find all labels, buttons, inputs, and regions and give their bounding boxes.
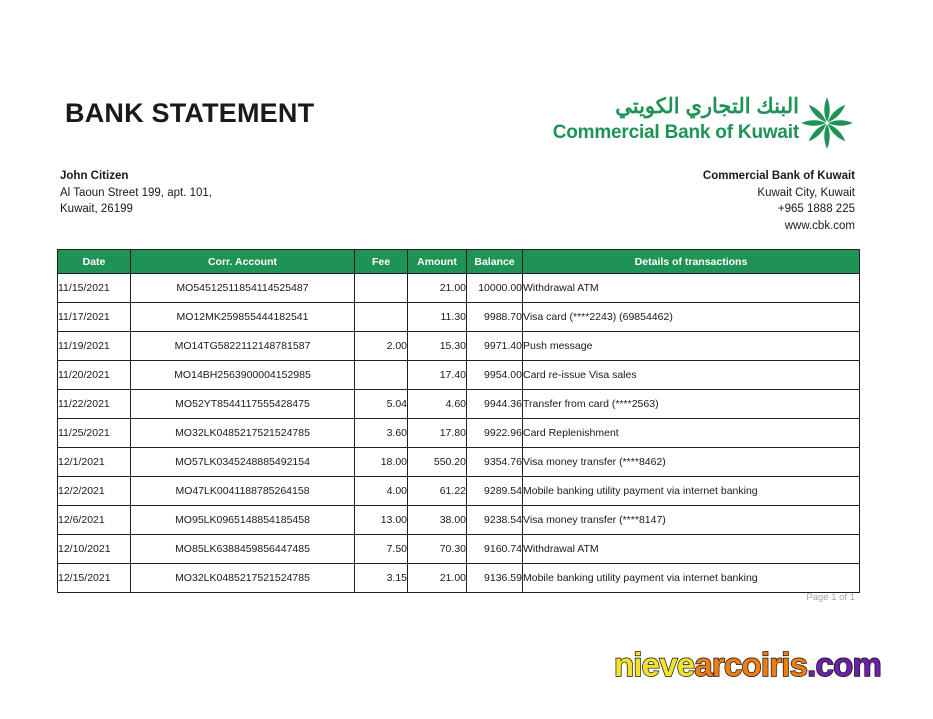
transactions-table-wrapper bbox=[57, 249, 855, 593]
cell-amount: 4.60 bbox=[408, 390, 467, 419]
cell-account: MO57LK0345248885492154 bbox=[131, 448, 355, 477]
cell-account: MO14BH2563900004152985 bbox=[131, 361, 355, 390]
table-row bbox=[58, 448, 860, 477]
cell-date: 12/1/2021 bbox=[58, 448, 131, 477]
customer-address-line2: Kuwait, 26199 bbox=[60, 203, 133, 215]
cell-date: 12/2/2021 bbox=[58, 477, 131, 506]
column-header-balance: Balance bbox=[467, 250, 523, 274]
column-header-details: Details of transactions bbox=[523, 250, 860, 274]
cell-fee: 3.15 bbox=[355, 564, 408, 593]
bank-logo bbox=[512, 92, 857, 154]
watermark-part-2: arcoiris bbox=[694, 646, 808, 683]
cell-account: MO95LK0965148854185458 bbox=[131, 506, 355, 535]
table-header-row bbox=[58, 250, 860, 274]
table-row bbox=[58, 390, 860, 419]
bank-name: Commercial Bank of Kuwait bbox=[702, 170, 855, 182]
cell-amount: 21.00 bbox=[408, 564, 467, 593]
cell-account: MO14TG5822112148781587 bbox=[131, 332, 355, 361]
cell-balance: 9289.54 bbox=[467, 477, 523, 506]
cell-date: 12/10/2021 bbox=[58, 535, 131, 564]
cell-balance: 9354.76 bbox=[467, 448, 523, 477]
cell-account: MO12MK259855444182541 bbox=[131, 303, 355, 332]
cell-fee: 13.00 bbox=[355, 506, 408, 535]
bank-website: www.cbk.com bbox=[784, 219, 855, 232]
bank-contact-block bbox=[703, 168, 855, 234]
cell-details: Mobile banking utility payment via internet banking bbox=[523, 564, 860, 593]
cell-date: 12/6/2021 bbox=[58, 506, 131, 535]
bank-phone: +965 1888 225 bbox=[777, 203, 855, 215]
cell-balance: 9136.59 bbox=[467, 564, 523, 593]
cell-balance: 9971.40 bbox=[467, 332, 523, 361]
column-header-fee: Fee bbox=[355, 250, 408, 274]
cell-account: MO85LK6388459856447485 bbox=[131, 535, 355, 564]
cell-account: MO32LK0485217521524785 bbox=[131, 419, 355, 448]
table-row bbox=[58, 419, 860, 448]
watermark-part-1: nieve bbox=[613, 646, 695, 683]
cell-details: Visa money transfer (****8462) bbox=[523, 448, 860, 477]
cell-date: 11/22/2021 bbox=[58, 390, 131, 419]
cell-amount: 21.00 bbox=[408, 274, 467, 303]
header-row bbox=[57, 92, 857, 160]
bank-name-latin: Commercial Bank of Kuwait bbox=[552, 122, 799, 144]
cell-fee: 2.00 bbox=[355, 332, 408, 361]
cell-amount: 17.80 bbox=[408, 419, 467, 448]
table-row bbox=[58, 274, 860, 303]
cell-fee bbox=[355, 274, 408, 303]
column-header-date: Date bbox=[58, 250, 131, 274]
customer-address bbox=[60, 168, 212, 218]
cell-account: MO47LK0041188785264158 bbox=[131, 477, 355, 506]
cell-account: MO52YT8544117555428475 bbox=[131, 390, 355, 419]
customer-name: John Citizen bbox=[60, 170, 129, 182]
cell-details: Card re-issue Visa sales bbox=[523, 361, 860, 390]
cell-amount: 61.22 bbox=[408, 477, 467, 506]
column-header-amount: Amount bbox=[408, 250, 467, 274]
cell-details: Visa money transfer (****8147) bbox=[523, 506, 860, 535]
table-row bbox=[58, 535, 860, 564]
cell-amount: 38.00 bbox=[408, 506, 467, 535]
cell-account: MO32LK0485217521524785 bbox=[131, 564, 355, 593]
cell-date: 12/15/2021 bbox=[58, 564, 131, 593]
customer-address-line1: Al Taoun Street 199, apt. 101, bbox=[60, 186, 212, 199]
page-title: BANK STATEMENT bbox=[65, 98, 315, 128]
cell-details: Withdrawal ATM bbox=[523, 274, 860, 303]
page-indicator: Page 1 of 1 bbox=[806, 592, 855, 603]
cell-details: Visa card (****2243) (69854462) bbox=[523, 303, 860, 332]
watermark-part-3: .com bbox=[807, 646, 881, 683]
cell-amount: 17.40 bbox=[408, 361, 467, 390]
cell-account: MO54512511854114525487 bbox=[131, 274, 355, 303]
cell-details: Push message bbox=[523, 332, 860, 361]
bank-city: Kuwait City, Kuwait bbox=[757, 186, 855, 199]
cell-fee: 5.04 bbox=[355, 390, 408, 419]
cell-amount: 70.30 bbox=[408, 535, 467, 564]
cell-balance: 9944.36 bbox=[467, 390, 523, 419]
cell-details: Withdrawal ATM bbox=[523, 535, 860, 564]
table-row bbox=[58, 332, 860, 361]
table-body bbox=[58, 274, 860, 593]
table-row bbox=[58, 361, 860, 390]
cell-balance: 9988.70 bbox=[467, 303, 523, 332]
cell-details: Card Replenishment bbox=[523, 419, 860, 448]
cell-fee: 3.60 bbox=[355, 419, 408, 448]
cell-balance: 9238.54 bbox=[467, 506, 523, 535]
cell-date: 11/15/2021 bbox=[58, 274, 131, 303]
cell-details: Transfer from card (****2563) bbox=[523, 390, 860, 419]
cell-balance: 9922.96 bbox=[467, 419, 523, 448]
table-row bbox=[58, 506, 860, 535]
table-row bbox=[58, 303, 860, 332]
cell-amount: 15.30 bbox=[408, 332, 467, 361]
cell-balance: 9160.74 bbox=[467, 535, 523, 564]
cell-balance: 10000.00 bbox=[467, 274, 523, 303]
column-header-account: Corr. Account bbox=[131, 250, 355, 274]
cell-amount: 11.30 bbox=[408, 303, 467, 332]
cell-date: 11/17/2021 bbox=[58, 303, 131, 332]
cell-fee: 7.50 bbox=[355, 535, 408, 564]
cell-date: 11/20/2021 bbox=[58, 361, 131, 390]
cell-fee: 18.00 bbox=[355, 448, 408, 477]
eight-pointed-star-icon bbox=[799, 95, 855, 151]
watermark bbox=[614, 648, 881, 681]
cell-fee bbox=[355, 361, 408, 390]
cell-date: 11/25/2021 bbox=[58, 419, 131, 448]
cell-fee bbox=[355, 303, 408, 332]
cell-details: Mobile banking utility payment via internet banking bbox=[523, 477, 860, 506]
cell-fee: 4.00 bbox=[355, 477, 408, 506]
bank-logo-text bbox=[553, 94, 799, 145]
table-row bbox=[58, 477, 860, 506]
table-row bbox=[58, 564, 860, 593]
cell-amount: 550.20 bbox=[408, 448, 467, 477]
cell-balance: 9954.00 bbox=[467, 361, 523, 390]
cell-date: 11/19/2021 bbox=[58, 332, 131, 361]
transactions-table bbox=[57, 249, 860, 593]
bank-name-arabic: البنك التجاري الكويتي bbox=[615, 95, 799, 118]
